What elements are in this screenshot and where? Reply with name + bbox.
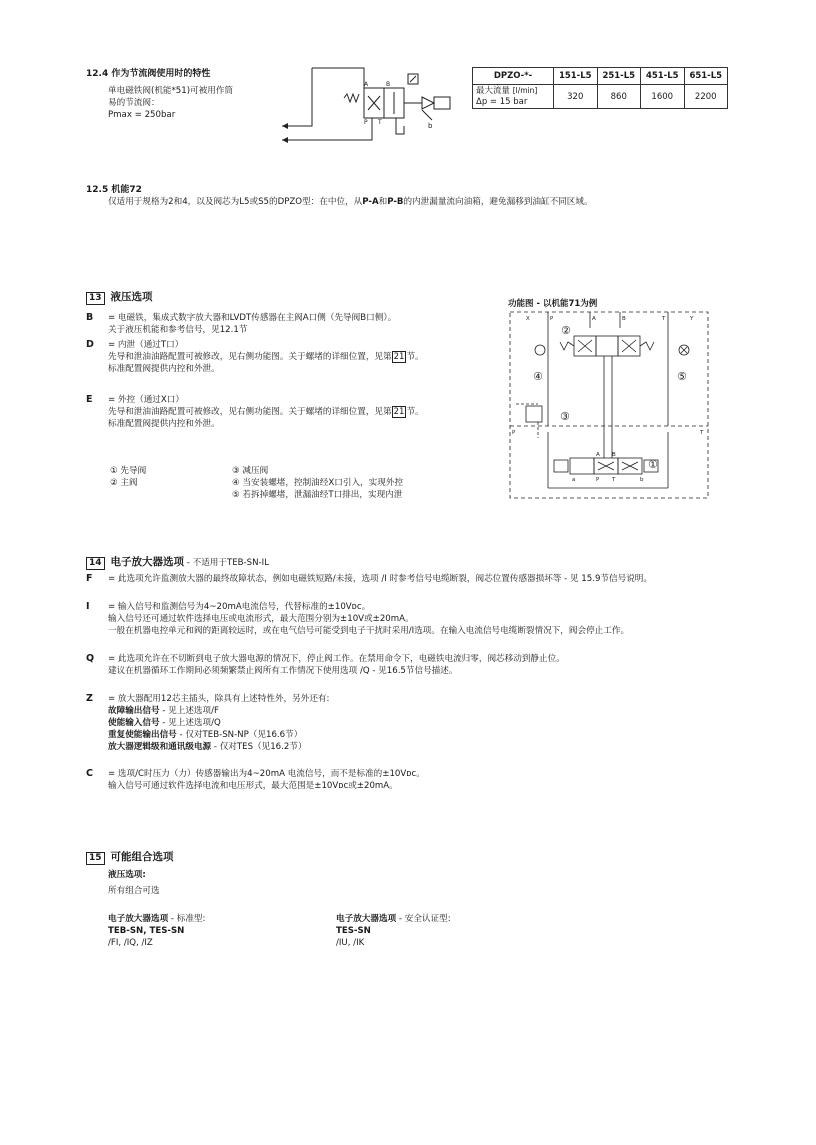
port-label: T bbox=[700, 430, 704, 436]
feature-ref: - 见上述选项/F bbox=[159, 706, 219, 716]
legend-item: ④ 当安装螺堵，控制油经X口引入，实现外控 bbox=[232, 478, 404, 488]
option-text: = 输入信号和监测信号为4~20mA电流信号，代替标准的±10Vᴅᴄ。 bbox=[108, 602, 371, 612]
text-part: 仅适用于规格为2和4，以及阀芯为L5或S5的DPZO型：在中位，从 bbox=[108, 197, 363, 207]
option-text: = 内泄（通过T口） bbox=[108, 340, 184, 350]
option-text: 建议在机器循环工作期间必须频繁禁止阀所有工作情况下使用选项 /Q - 见16.5节信号描述。 bbox=[108, 666, 458, 676]
section-12-4-desc-1: 单电磁铁阀(机能*51)可被用作筒 bbox=[108, 86, 234, 96]
option-c bbox=[86, 768, 425, 792]
option-text: 关于液压机能和参考信号，见12.1节 bbox=[108, 325, 248, 335]
valve-label: T bbox=[612, 477, 616, 483]
combo-head: 电子放大器选项 bbox=[336, 914, 397, 924]
table-cell: 320 bbox=[554, 85, 598, 109]
hydraulic-options-label: 液压选项: bbox=[108, 870, 146, 880]
legend-right bbox=[232, 465, 403, 501]
port-label: Y bbox=[690, 316, 694, 322]
table-header-model: DPZO-*- bbox=[473, 68, 554, 85]
combo-list: /FI, /IQ, /IZ bbox=[108, 938, 153, 948]
option-text: 标准配置阀提供内控和外泄。 bbox=[108, 419, 220, 429]
section-15-title: 可能组合选项 bbox=[110, 851, 174, 863]
legend-left bbox=[110, 465, 146, 489]
feature-ref: - 仅对TES（见16.2节） bbox=[211, 742, 307, 752]
feature-ref: - 见上述选项/Q bbox=[159, 718, 221, 728]
option-f bbox=[86, 573, 652, 585]
throttle-flow-table bbox=[472, 67, 728, 109]
section-13-heading bbox=[86, 289, 153, 305]
option-i bbox=[86, 601, 629, 637]
option-letter: I bbox=[86, 601, 90, 612]
option-e bbox=[86, 394, 424, 430]
section-number: 15 bbox=[86, 852, 105, 865]
option-text: 先导和泄油油路配置可被修改，见右侧功能图。关于螺堵的详细位置，见第 bbox=[108, 352, 392, 362]
table-header-1: 151-L5 bbox=[554, 68, 598, 85]
option-text: 节。 bbox=[406, 352, 424, 362]
combo-models: TES-SN bbox=[336, 926, 371, 936]
text-bold-pb: P-B bbox=[387, 197, 404, 207]
option-letter: C bbox=[86, 768, 93, 779]
option-z bbox=[86, 693, 329, 753]
table-header-3: 451-L5 bbox=[641, 68, 685, 85]
option-letter: F bbox=[86, 573, 93, 584]
callout-1: ① bbox=[648, 458, 658, 471]
text-bold-pa: P-A bbox=[362, 197, 379, 207]
port-label: X bbox=[526, 316, 530, 322]
table-cell: 2200 bbox=[684, 85, 728, 109]
section-12-4-title: 12.4 作为节流阀使用时的特性 bbox=[86, 69, 211, 79]
row-label-unit: [l/min] bbox=[512, 86, 538, 95]
row-label-flow: 最大流量 bbox=[476, 86, 511, 96]
port-label: T bbox=[662, 316, 666, 322]
valve-label: b bbox=[640, 477, 644, 483]
diagram-title: 功能图 - 以机能71为例 bbox=[508, 299, 598, 309]
callout-5: ⑤ bbox=[677, 370, 687, 383]
standard-combos bbox=[108, 913, 205, 949]
valve-label: P bbox=[596, 477, 600, 483]
feature-name: 重复使能输出信号 bbox=[108, 730, 177, 740]
throttle-valve-symbol bbox=[282, 64, 472, 150]
combo-head: 电子放大器选项 bbox=[108, 914, 169, 924]
text-part: 的内泄漏量流向油箱，避免漏移到油缸不同区域。 bbox=[403, 197, 593, 207]
callout-4: ④ bbox=[533, 370, 543, 383]
option-letter: E bbox=[86, 394, 93, 405]
combo-models: TEB-SN, TES-SN bbox=[108, 926, 185, 936]
option-text: 输入信号还可通过软件选择电压或电流形式，最大范围分别为±10V或±20mA。 bbox=[108, 614, 414, 624]
section-13-title: 液压选项 bbox=[110, 291, 153, 303]
legend-item: ① 先导阀 bbox=[110, 466, 147, 476]
section-12-5-text bbox=[108, 196, 593, 208]
symbol-label-b: B bbox=[386, 81, 391, 88]
option-text: 标准配置阀提供内控和外泄。 bbox=[108, 364, 220, 374]
section-14-subtitle: - 不适用于TEB-SN-IL bbox=[184, 558, 269, 568]
callout-2: ② bbox=[561, 324, 571, 337]
section-number: 13 bbox=[86, 292, 105, 305]
legend-item: ② 主阀 bbox=[110, 478, 138, 488]
option-text: = 放大器配用12芯主插头，除具有上述特性外，另外还有: bbox=[108, 694, 330, 704]
port-label: P bbox=[512, 430, 516, 436]
option-letter: B bbox=[86, 312, 94, 323]
option-text: = 电磁铁，集成式数字放大器和LVDT传感器在主阀A口侧（先导阀B口侧）。 bbox=[108, 313, 397, 323]
valve-label: B bbox=[612, 452, 616, 458]
section-ref: 21 bbox=[393, 407, 405, 417]
table-cell: 1600 bbox=[641, 85, 685, 109]
option-b bbox=[86, 312, 396, 336]
section-14-heading bbox=[86, 554, 269, 570]
section-number: 14 bbox=[86, 557, 105, 570]
feature-name: 故障输出信号 bbox=[108, 706, 160, 716]
option-text: 输入信号可通过软件选择电流和电压形式，最大范围是±10Vᴅᴄ或±20mA。 bbox=[108, 781, 398, 791]
text-part: 和 bbox=[378, 197, 388, 207]
legend-item: ③ 减压阀 bbox=[232, 466, 269, 476]
option-letter: D bbox=[86, 339, 94, 350]
port-label: P bbox=[550, 316, 554, 322]
table-header-4: 651-L5 bbox=[684, 68, 728, 85]
port-label: A bbox=[592, 316, 596, 322]
functional-diagram bbox=[508, 308, 712, 500]
option-text: = 选项/C时压力（力）传感器输出为4~20mA 电流信号，而不是标准的±10Vᴅᴄ。 bbox=[108, 769, 425, 779]
section-14-title: 电子放大器选项 bbox=[110, 556, 185, 568]
section-12-4-desc-2: 易的节流阀： bbox=[108, 98, 160, 108]
option-letter: Z bbox=[86, 693, 93, 704]
callout-3: ③ bbox=[560, 410, 570, 423]
section-12-5-title: 12.5 机能72 bbox=[86, 185, 142, 195]
row-label-dp: Δp = 15 bar bbox=[476, 97, 528, 107]
port-label: B bbox=[622, 316, 626, 322]
option-letter: Q bbox=[86, 653, 95, 664]
option-d bbox=[86, 339, 424, 375]
option-text: = 此选项允许监测放大器的最终故障状态，例如电磁铁短路/未接，选项 /I 时参考信号电缆断裂，阀芯位置传感器损坏等 - 见 15.9节信号说明。 bbox=[108, 574, 652, 584]
table-header-2: 251-L5 bbox=[597, 68, 641, 85]
table-row-label bbox=[473, 85, 554, 109]
section-15-heading bbox=[86, 849, 174, 865]
symbol-label-p: P bbox=[364, 119, 368, 126]
safety-combos bbox=[336, 913, 451, 949]
valve-label: a bbox=[572, 477, 576, 483]
feature-name: 放大器逻辑级和通讯级电源 bbox=[108, 742, 212, 752]
combo-head-suffix: - 安全认证型: bbox=[396, 914, 451, 924]
option-text: = 外控（通过X口） bbox=[108, 395, 184, 405]
table-cell: 860 bbox=[597, 85, 641, 109]
combo-list: /IU, /IK bbox=[336, 938, 365, 948]
valve-label: A bbox=[596, 452, 600, 458]
combo-head-suffix: - 标准型: bbox=[168, 914, 206, 924]
option-text: 先导和泄油油路配置可被修改，见右侧功能图。关于螺堵的详细位置，见第 bbox=[108, 407, 392, 417]
feature-name: 使能输入信号 bbox=[108, 718, 160, 728]
symbol-label-t: T bbox=[378, 119, 382, 126]
section-ref: 21 bbox=[393, 352, 405, 362]
legend-item: ⑤ 若拆掉螺堵，泄漏油经T口排出，实现内泄 bbox=[232, 490, 403, 500]
option-text: = 此选项允许在不切断到电子放大器电源的情况下，停止阀工作。在禁用命令下，电磁铁电流归零，阀芯移动到静止位。 bbox=[108, 654, 565, 664]
option-text: 节。 bbox=[406, 407, 424, 417]
option-q bbox=[86, 653, 565, 677]
feature-ref: - 仅对TEB-SN-NP（见16.6节） bbox=[176, 730, 303, 740]
section-12-4-desc-3: Pmax = 250bar bbox=[108, 110, 176, 120]
hydraulic-options-value: 所有组合可选 bbox=[108, 886, 160, 896]
symbol-label-a: A bbox=[364, 81, 369, 88]
option-text: 一般在机器电控单元和阀的距离较远时，或在电气信号可能受到电子干扰时采用/I选项。在输入电流信号电缆断裂情况下，阀会停止工作。 bbox=[108, 626, 630, 636]
symbol-label-ex: b bbox=[428, 122, 433, 130]
